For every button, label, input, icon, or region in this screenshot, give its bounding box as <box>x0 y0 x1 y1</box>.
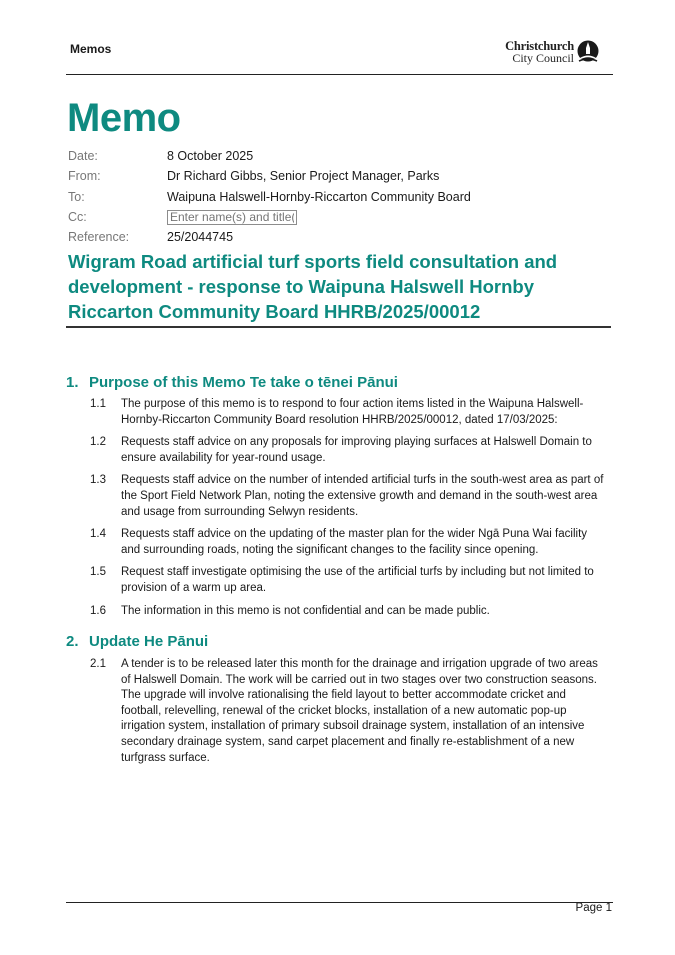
list-item <box>90 527 610 558</box>
logo-line-2: City Council <box>512 51 574 65</box>
item-number: 2.1 <box>90 658 106 670</box>
item-text: Request staff investigate optimising the use of the artificial turfs by including but not limited to provision of a warm up area. <box>121 566 594 594</box>
section-title: Purpose of this Memo Te take o tēnei Pānui <box>89 374 398 391</box>
memo-title: Memo <box>67 96 181 140</box>
section-title: Update He Pānui <box>89 633 209 650</box>
meta-value: Waipuna Halswell-Hornby-Riccarton Community Board <box>167 189 471 204</box>
item-number: 1.5 <box>90 566 106 579</box>
item-text: Requests staff advice on the number of intended artificial turfs in the south-west area as part of the Sport Field Network Plan, noting the extensive growth and demand in the south-west area and usage from surrounding Selwyn residents. <box>121 474 604 518</box>
list-item <box>90 565 610 596</box>
item-number: 1.1 <box>90 398 106 410</box>
section-update-items <box>90 657 610 766</box>
meta-label: Cc: <box>68 210 87 225</box>
cc-field[interactable] <box>167 210 297 225</box>
meta-row-reference <box>68 227 471 247</box>
council-logo <box>505 40 599 64</box>
item-text: Requests staff advice on the updating of the master plan for the wider Ngā Puna Wai facility and surrounding roads, noting the significant changes to the facility since opening. <box>121 528 588 556</box>
list-item <box>90 604 610 620</box>
item-text: Requests staff advice on any proposals for improving playing surfaces at Halswell Domain to ensure availability for year-round usage. <box>121 436 592 464</box>
meta-row-date <box>68 146 471 166</box>
list-item <box>90 473 610 520</box>
memo-subject: Wigram Road artificial turf sports field consultation and development - response to Waipuna Halswell Hornby Riccarton Community Board HHRB/2025/00012 <box>68 251 558 322</box>
list-item <box>90 435 610 466</box>
item-number: 1.2 <box>90 436 106 449</box>
meta-label: To: <box>68 189 85 204</box>
list-item <box>90 657 610 766</box>
subject-divider <box>66 326 611 328</box>
meta-row-from <box>68 166 471 186</box>
meta-row-cc <box>68 207 471 227</box>
memo-meta <box>68 146 471 247</box>
meta-label: From: <box>68 169 101 184</box>
section-number: 1. <box>66 374 79 391</box>
section-heading-update <box>66 633 208 650</box>
item-text: The information in this memo is not confidential and can be made public. <box>121 604 490 617</box>
header-section-label: Memos <box>70 42 112 56</box>
section-heading-purpose <box>66 374 398 391</box>
cathedral-emblem-icon <box>577 40 599 64</box>
meta-label: Date: <box>68 149 98 164</box>
page-header <box>66 40 613 75</box>
item-number: 1.3 <box>90 474 106 487</box>
list-item <box>90 397 610 428</box>
section-purpose-items <box>90 397 610 619</box>
meta-row-to <box>68 187 471 207</box>
item-text: The purpose of this memo is to respond to four action items listed in the Waipuna Halswell-Hornby-Riccarton Community Board resolution HHRB/2025/00012, dated 17/03/2025: <box>121 398 584 426</box>
section-number: 2. <box>66 633 79 650</box>
meta-label: Reference: <box>68 230 130 245</box>
logo-line-1: Christchurch <box>505 39 574 53</box>
item-text: A tender is to be released later this month for the drainage and irrigation upgrade of two areas of Halswell Domain. The work will be carried out in two stages over two construction seasons. The upgrade will involve rationalising the field layout to better accommodate cricket and football, relevelling, renewal of the cricket blocks, installation of a new automatic pop-up irrigation system, installation of primary subsoil drainage system, installation of an intensive secondary drainage system, sand carpet placement and finally re-establishment of a new turfgrass surface. <box>121 658 598 764</box>
item-number: 1.6 <box>90 604 106 617</box>
meta-value: 8 October 2025 <box>167 149 254 164</box>
meta-value: 25/2044745 <box>167 230 234 245</box>
footer-divider <box>66 902 613 903</box>
item-number: 1.4 <box>90 528 106 541</box>
page-number: Page 1 <box>575 902 612 914</box>
meta-value: Dr Richard Gibbs, Senior Project Manager, Parks <box>167 169 440 184</box>
